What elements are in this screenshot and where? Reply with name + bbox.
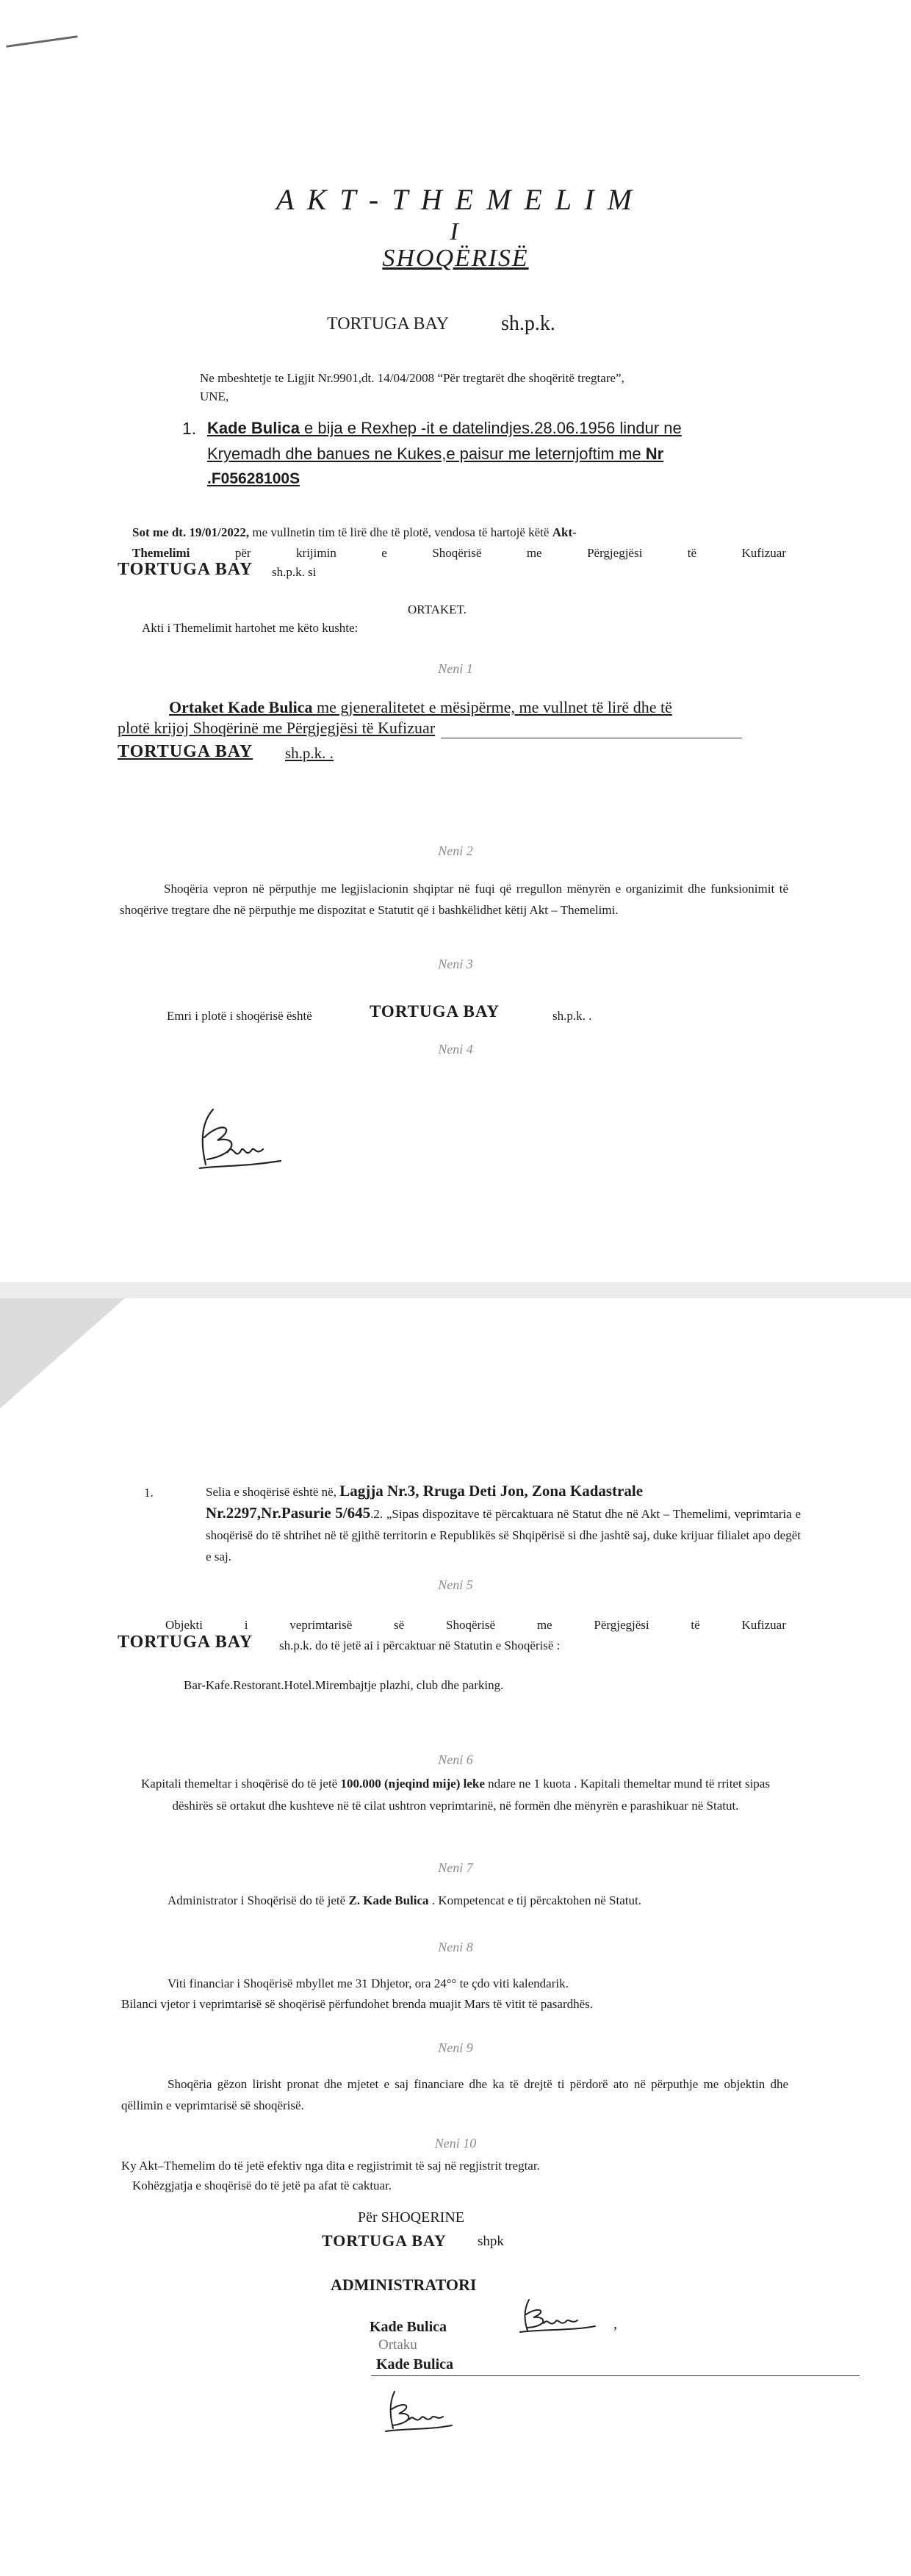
article-6-rest: ndare ne 1 kuota . Kapitali themeltar mund të rritet sipas dëshirës së ortakut dhe kushteve në të cilat ushtron veprimtarinë, në formën dhe mënyrën e parashikuar në Statut. xyxy=(172,1777,770,1813)
intro-date: Sot me dt. 19/01/2022, xyxy=(132,525,250,539)
article-5-word: të xyxy=(691,1618,700,1632)
article-1-company-suffix: sh.p.k. . xyxy=(285,744,334,762)
une-label: UNE, xyxy=(200,389,229,403)
intro-akt: Akt- xyxy=(552,525,577,539)
legal-basis: Ne mbeshtetje te Ligjit Nr.9901,dt. 14/04/2008 “Për tregtarët dhe shoqëritë tregtare”, xyxy=(200,371,624,385)
intro-word: Përgjegjësi xyxy=(587,546,643,560)
closing-shpk: shpk xyxy=(478,2234,504,2249)
article-5-word: së xyxy=(394,1618,405,1632)
article-5-suffix: sh.p.k. do të jetë ai i përcaktuar në Statutin e Shoqërisë : xyxy=(279,1638,561,1652)
article-8-line-1: Viti financiar i Shoqërisë mbyllet me 31 Dhjetor, ora 24°° te çdo viti kalendarik. xyxy=(168,1976,569,1990)
intro-word: e xyxy=(381,546,387,560)
closing-company: TORTUGA BAY xyxy=(322,2231,447,2250)
signer-role: Ortaku xyxy=(378,2337,417,2353)
signature-scribble xyxy=(192,1095,295,1183)
neni-4: Neni 4 xyxy=(438,1042,473,1057)
article-3-company: TORTUGA BAY xyxy=(370,1002,500,1021)
intro-rest: me vullnetin tim të lirë dhe të plotë, vendosa të hartojë këtë xyxy=(249,525,550,539)
article-3-lead: Emri i plotë i shoqërisë është xyxy=(167,1009,312,1023)
article-2-text: Shoqëria vepron në përputhje me legjislacionin shqiptar në fuqi që rregullon mënyrën e organizimit dhe funksionimit të shoqërive tregtare dhe në përputhje me dispozitat e Statutit që i bashkëlidhet këtij Akt – Themelimi. xyxy=(120,882,788,917)
neni-1: Neni 1 xyxy=(438,661,473,676)
seat-rest: .2. „Sipas dispozitave të përcaktuara në Statut dhe në Akt – Themelimi, veprimtaria e shoqërisë do të shtrihet në të gjithë territorin e Republikës së Shqipërisë si dhe jashtë saj, duke krijuar filialet apo degët e saj. xyxy=(206,1507,801,1564)
neni-3: Neni 3 xyxy=(438,957,473,971)
act-title: A K T - T H E M E L I M xyxy=(276,183,635,216)
seat-address-1: Lagjja Nr.3, Rruga Deti Jon, Zona Kadastrale xyxy=(339,1482,644,1500)
intro-word: të xyxy=(687,546,697,560)
signature-line xyxy=(371,2375,860,2376)
company-name: TORTUGA BAY xyxy=(327,314,449,334)
article-10-line-1: Ky Akt–Themelim do të jetë efektiv nga dita e regjistrimit të saj në regjistrit tregtar. xyxy=(121,2159,540,2173)
article-5-word: Shoqërisë xyxy=(446,1618,496,1632)
neni-6: Neni 6 xyxy=(438,1752,473,1767)
article-1-line-2: plotë krijoj Shoqërinë me Përgjegjësi të Kufizuar xyxy=(118,719,436,737)
article-5-word: veprimtarisë xyxy=(289,1618,353,1632)
act-title-company: SHOQËRISË xyxy=(382,245,529,272)
article-1-line-1 xyxy=(169,698,672,717)
intro-word: Kufizuar xyxy=(741,546,786,560)
signer-name: Kade Bulica xyxy=(370,2319,447,2335)
article-10-line-2: Kohëzgjatja e shoqërisë do të jetë pa afat të caktuar. xyxy=(132,2179,392,2192)
founder-name: Kade Bulica xyxy=(207,419,300,437)
founder-line-2-text: Kryemadh dhe banues ne Kukes,e paisur me leternjoftim me xyxy=(207,445,641,463)
neni-9: Neni 9 xyxy=(438,2040,473,2055)
intro-word: Shoqërisë xyxy=(432,546,482,560)
intro-word: për xyxy=(234,546,251,560)
document-page-1 xyxy=(0,0,911,1282)
article-7-lead: Administrator i Shoqërisë do të jetë xyxy=(168,1893,346,1907)
article-5-company: TORTUGA BAY xyxy=(118,1633,253,1652)
article-6-capital: 100.000 (njeqind mije) leke xyxy=(340,1777,485,1791)
intro-line-1 xyxy=(132,522,786,543)
ortaket-heading: ORTAKET. xyxy=(408,602,467,616)
seat-address-2: Nr.2297,Nr.Pasurie 5/645 xyxy=(206,1504,371,1522)
seat-lead: Selia e shoqërisë është në, xyxy=(206,1485,336,1499)
article-1-company: TORTUGA BAY xyxy=(118,742,253,761)
page-gap xyxy=(0,1282,911,1298)
pen-stroke-mark xyxy=(6,35,77,48)
article-1-rest: me gjeneralitetet e mësipërme, me vullnet të lirë dhe të xyxy=(312,698,672,716)
signer-name-2: Kade Bulica xyxy=(376,2356,454,2372)
founder-number: 1. xyxy=(182,419,197,438)
article-5-word: me xyxy=(536,1618,552,1632)
document-page-2 xyxy=(0,1298,911,2576)
administrator-signature xyxy=(514,2292,624,2336)
seat-line-1 xyxy=(206,1481,801,1503)
intro-company: TORTUGA BAY xyxy=(118,560,253,579)
company-form: sh.p.k. xyxy=(501,312,555,335)
neni-2: Neni 2 xyxy=(438,843,473,858)
seat-number: 1. xyxy=(144,1486,154,1500)
neni-5: Neni 5 xyxy=(438,1577,473,1592)
intro-word: krijimin xyxy=(296,546,336,560)
founder-id-number: .F05628100S xyxy=(207,470,300,487)
article-5-word: Përgjegjësi xyxy=(594,1618,649,1632)
article-5-word: Objekti xyxy=(165,1618,203,1632)
partner-signature xyxy=(378,2386,467,2437)
founder-line-1 xyxy=(207,419,795,438)
founder-line-2 xyxy=(207,445,663,464)
article-1-partner: Ortaket Kade Bulica xyxy=(169,698,313,716)
article-3-suffix: sh.p.k. . xyxy=(552,1009,592,1023)
founder-line-1-rest: e bija e Rexhep -it e datelindjes.28.06.1956 lindur ne xyxy=(299,419,682,437)
seat-paragraph xyxy=(206,1503,801,1567)
article-7-rest: . Kompetencat e tij përcaktohen në Statut. xyxy=(428,1893,641,1907)
activities: Bar-Kafe.Restorant.Hotel.Mirembajtje plazhi, club dhe parking. xyxy=(184,1678,504,1692)
folded-corner-shadow xyxy=(0,1298,147,1416)
conditions-line: Akti i Themelimit hartohet me këto kushte: xyxy=(142,621,359,635)
intro-word: me xyxy=(526,546,542,560)
article-8-line-2: Bilanci vjetor i veprimtarisë së shoqërisë përfundohet brenda muajit Mars të vitit të pasardhës. xyxy=(121,1997,594,2011)
for-company: Për SHOQERINE xyxy=(358,2209,464,2226)
neni-10: Neni 10 xyxy=(434,2136,477,2151)
article-6-lead: Kapitali themeltar i shoqërisë do të jetë xyxy=(141,1777,338,1791)
article-7-admin: Z. Kade Bulica xyxy=(348,1893,429,1907)
article-6-text xyxy=(132,1773,779,1817)
act-title-i: I xyxy=(450,218,461,245)
article-5-word: i xyxy=(244,1618,248,1632)
administrator-heading: ADMINISTRATORI xyxy=(331,2275,477,2294)
neni-7: Neni 7 xyxy=(438,1860,473,1875)
article-9-text: Shoqëria gëzon lirisht pronat dhe mjetet e saj financiare dhe ka të drejtë ti përdorë ato në përputhje me objektin dhe qëllimin e veprimtarisë së shoqërisë. xyxy=(121,2077,788,2112)
intro-company-suffix: sh.p.k. si xyxy=(272,565,317,579)
neni-8: Neni 8 xyxy=(438,1940,473,1954)
intro-themelimi: Themelimi xyxy=(132,546,190,560)
article-7-text xyxy=(121,1890,788,1911)
article-5-line-1 xyxy=(165,1614,786,1636)
nr-label: Nr xyxy=(641,445,664,463)
signature-comma: , xyxy=(613,2316,617,2332)
article-5-word: Kufizuar xyxy=(741,1618,786,1632)
